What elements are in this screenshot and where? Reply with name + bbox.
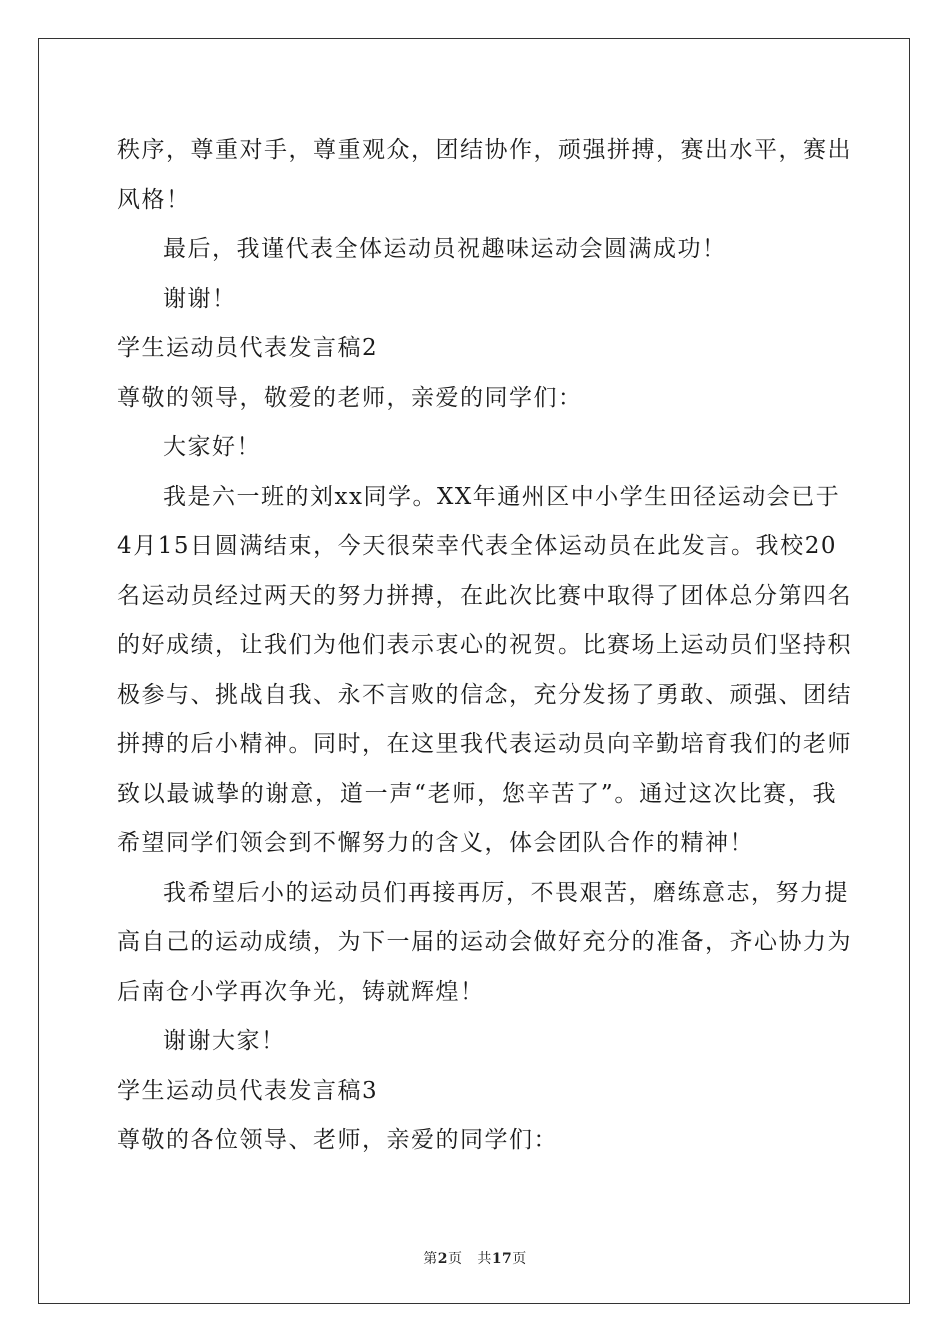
- document-body: [117, 126, 852, 1166]
- footer-total-prefix: 共: [477, 1251, 492, 1267]
- footer-total-suffix: 页: [512, 1251, 527, 1267]
- paragraph-line: 4月15日圆满结束，今天很荣幸代表全体运动员在此发言。我校20: [117, 533, 837, 559]
- footer-page-number: 2: [437, 1251, 448, 1267]
- paragraph-line: 秩序，尊重对手，尊重观众，团结协作，顽强拼搏，赛出水平，赛出: [117, 137, 852, 163]
- salutation: 尊敬的各位领导、老师，亲爱的同学们：: [117, 1127, 558, 1153]
- paragraph-line: 谢谢！: [163, 285, 237, 312]
- section-heading: 学生运动员代表发言稿2: [117, 335, 379, 361]
- footer-prefix: 第: [423, 1251, 438, 1267]
- paragraph-line: 高自己的运动成绩，为下一届的运动会做好充分的准备，齐心协力为: [117, 929, 852, 955]
- page-footer: [0, 1248, 950, 1268]
- salutation: 尊敬的领导，敬爱的老师，亲爱的同学们：: [117, 384, 583, 411]
- paragraph-line: 最后，我谨代表全体运动员祝趣味运动会圆满成功！: [163, 236, 727, 262]
- paragraph-line: 后南仓小学再次争光，铸就辉煌！: [117, 978, 485, 1005]
- paragraph-line: 风格！: [117, 186, 191, 213]
- footer-total-pages: 17: [491, 1251, 513, 1267]
- paragraph-line: 我希望后小的运动员们再接再厉，不畏艰苦，磨练意志，努力提: [163, 879, 849, 906]
- paragraph-line: 的好成绩，让我们为他们表示衷心的祝贺。比赛场上运动员们坚持积: [117, 632, 852, 658]
- paragraph-line: 致以最诚挚的谢意，道一声“老师，您辛苦了”。通过这次比赛，我: [117, 780, 837, 807]
- paragraph-line: 名运动员经过两天的努力拼搏，在此次比赛中取得了团体总分第四名: [117, 582, 852, 609]
- paragraph-line: 拼搏的后小精神。同时，在这里我代表运动员向辛勤培育我们的老师: [117, 731, 852, 757]
- footer-page-suffix: 页: [447, 1251, 463, 1267]
- paragraph-line: 我是六一班的刘xx同学。XX年通州区中小学生田径运动会已于: [163, 483, 841, 510]
- paragraph-line: 极参与、挑战自我、永不言败的信念，充分发扬了勇敢、顽强、团结: [117, 681, 852, 708]
- section-heading: 学生运动员代表发言稿3: [117, 1077, 379, 1104]
- paragraph-line: 大家好！: [163, 434, 261, 460]
- paragraph-line: 谢谢大家！: [163, 1028, 286, 1054]
- paragraph-line: 希望同学们领会到不懈努力的含义，体会团队合作的精神！: [117, 830, 754, 856]
